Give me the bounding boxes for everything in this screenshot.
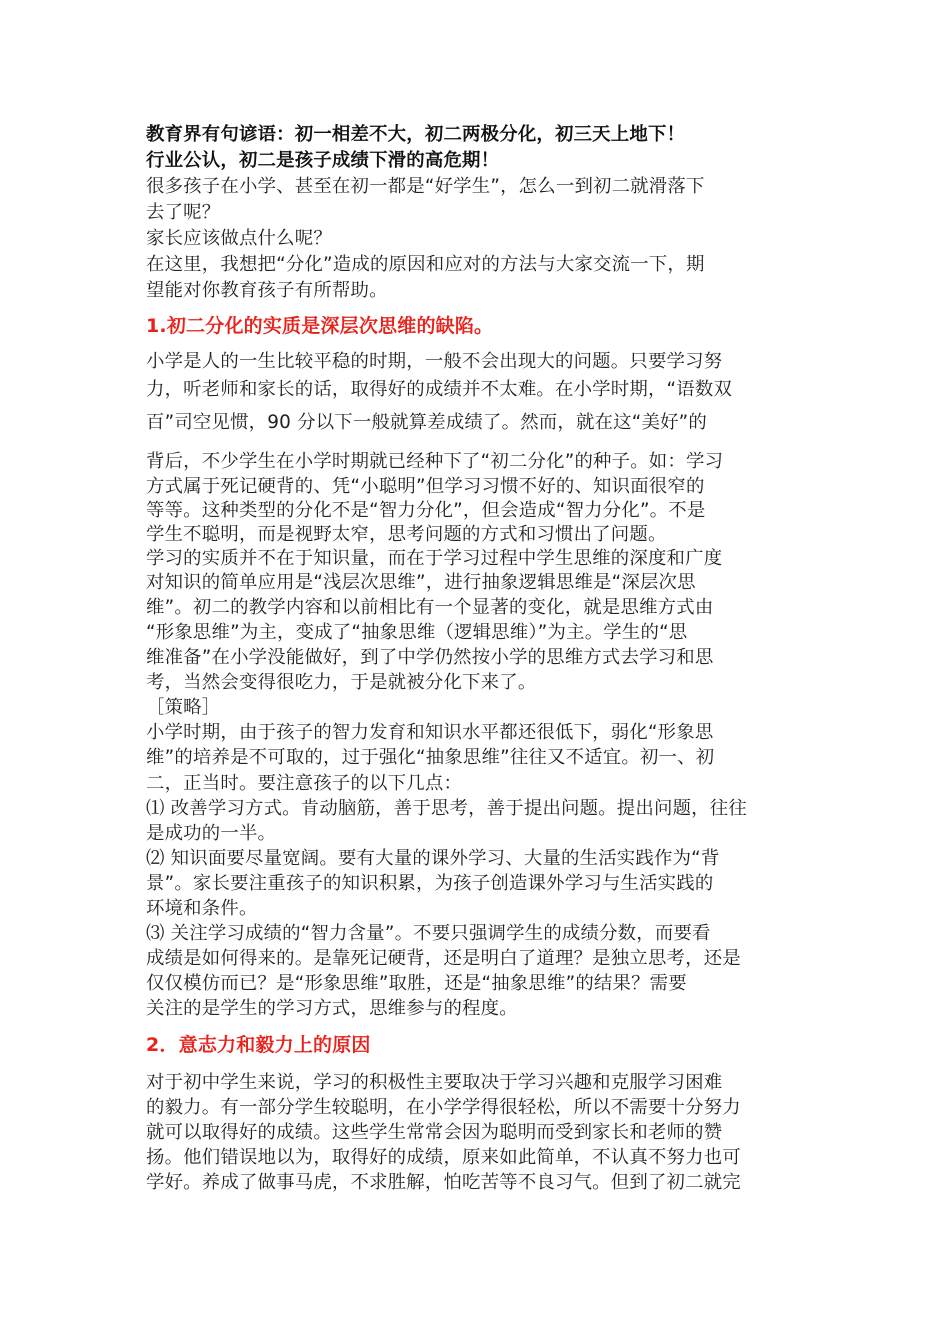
intro-paragraph-line: 家长应该做点什么呢？ xyxy=(146,228,332,249)
section1-paragraph-line: “形象思维”为主，变成了“抽象思维（逻辑思维）”为主。学生的“思 xyxy=(146,622,688,643)
section1-paragraph-line: 小学时期，由于孩子的智力发育和知识水平都还很低下，弱化“形象思 xyxy=(146,722,714,743)
section1-paragraph-line: 维准备”在小学没能做好，到了中学仍然按小学的思维方式去学习和思 xyxy=(146,647,714,668)
section2-paragraph-line: 的毅力。有一部分学生较聪明，在小学学得很轻松，所以不需要十分努力 xyxy=(146,1097,741,1118)
section1-paragraph-line: 学习的实质并不在于知识量，而在于学习过程中学生思维的深度和广度 xyxy=(146,548,723,569)
intro-paragraph-line: 很多孩子在小学、甚至在初一都是“好学生”，怎么一到初二就滑落下 xyxy=(146,176,705,197)
strategy-item-2-cont: 景”。家长要注重孩子的知识积累，为孩子创造课外学习与生活实践的 xyxy=(146,873,714,894)
section2-heading: 2．意志力和毅力上的原因 xyxy=(146,1034,371,1056)
strategy-item-1: ⑴ 改善学习方式。肯动脑筋，善于思考，善于提出问题。提出问题，往往 xyxy=(146,798,747,819)
section2-paragraph-line: 就可以取得好的成绩。这些学生常常会因为聪明而受到家长和老师的赞 xyxy=(146,1122,723,1143)
section1-paragraph-line: 考，当然会变得很吃力，于是就被分化下来了。 xyxy=(146,672,537,693)
section1-paragraph-line: 力，听老师和家长的话，取得好的成绩并不太难。在小学时期，“语数双 xyxy=(146,379,733,400)
section1-paragraph-line: 小学是人的一生比较平稳的时期，一般不会出现大的问题。只要学习努 xyxy=(146,351,723,372)
section1-paragraph-line: 方式属于死记硬背的、凭“小聪明”但学习习惯不好的、知识面很窄的 xyxy=(146,476,705,497)
section1-paragraph-line: 背后，不少学生在小学时期就已经种下了“初二分化”的种子。如：学习 xyxy=(146,451,724,472)
strategy-item-3: ⑶ 关注学习成绩的“智力含量”。不要只强调学生的成绩分数，而要看 xyxy=(146,923,711,944)
strategy-item-3-cont: 成绩是如何得来的。是靠死记硬背，还是明白了道理？是独立思考，还是 xyxy=(146,948,741,969)
section1-paragraph-line: 维”。初二的教学内容和以前相比有一个显著的变化，就是思维方式由 xyxy=(146,597,714,618)
section2-paragraph-line: 学好。养成了做事马虎，不求胜解，怕吃苦等不良习气。但到了初二就完 xyxy=(146,1172,741,1193)
strategy-item-2: ⑵ 知识面要尽量宽阔。要有大量的课外学习、大量的生活实践作为“背 xyxy=(146,848,720,869)
section1-paragraph-line: 对知识的简单应用是“浅层次思维”，进行抽象逻辑思维是“深层次思 xyxy=(146,572,696,593)
strategy-item-3-cont: 仅仅模仿而已？是“形象思维”取胜，还是“抽象思维”的结果？需要 xyxy=(146,973,687,994)
intro-paragraph-line: 在这里，我想把“分化”造成的原因和应对的方法与大家交流一下，期 xyxy=(146,254,705,275)
section2-paragraph-line: 对于初中学生来说，学习的积极性主要取决于学习兴趣和克服学习困难 xyxy=(146,1072,723,1093)
strategy-item-1-cont: 是成功的一半。 xyxy=(146,823,277,844)
strategy-item-2-cont: 环境和条件。 xyxy=(146,898,258,919)
intro-proverb: 教育界有句谚语：初一相差不大，初二两极分化，初三天上地下！ xyxy=(146,124,686,145)
strategy-item-3-cont: 关注的是学生的学习方式，思维参与的程度。 xyxy=(146,998,518,1019)
section1-paragraph-line: 等等。这种类型的分化不是“智力分化”，但会造成“智力分化”。不是 xyxy=(146,500,706,521)
intro-paragraph-line: 去了呢？ xyxy=(146,202,221,223)
section1-paragraph-line: 二，正当时。要注意孩子的以下几点： xyxy=(146,773,463,794)
intro-consensus: 行业公认，初二是孩子成绩下滑的高危期！ xyxy=(146,150,500,171)
section1-paragraph-line: 维”的培养是不可取的，过于强化“抽象思维”往往又不适宜。初一、初 xyxy=(146,747,715,768)
intro-paragraph-line: 望能对你教育孩子有所帮助。 xyxy=(146,280,388,301)
section1-paragraph-line: 学生不聪明，而是视野太窄，思考问题的方式和习惯出了问题。 xyxy=(146,524,667,545)
section2-paragraph-line: 扬。他们错误地以为，取得好的成绩，原来如此简单，不认真不努力也可 xyxy=(146,1147,741,1168)
strategy-label: ［策略］ xyxy=(146,697,221,718)
section1-heading: 1.初二分化的实质是深层次思维的缺陷。 xyxy=(146,315,494,337)
section1-paragraph-line: 百”司空见惯，90 分以下一般就算差成绩了。然而，就在这“美好”的 xyxy=(146,412,707,433)
